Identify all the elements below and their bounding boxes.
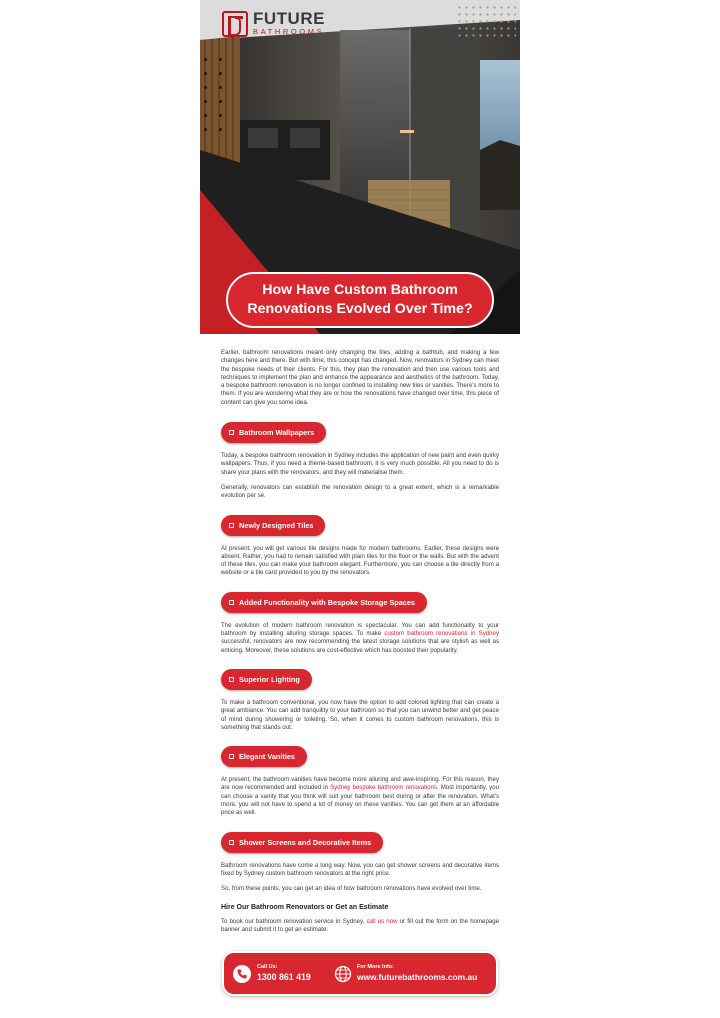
hero-banner: [200, 0, 520, 334]
brand-tagline: BATHROOMS: [253, 27, 325, 36]
bullet-icon: [229, 600, 234, 605]
web-label: For More Info:: [357, 964, 394, 970]
cta-heading: Hire Our Bathroom Renovators or Get an Estimate: [221, 903, 389, 911]
bullet-icon: [229, 523, 234, 528]
section-paragraph: The evolution of modern bathroom renovation is spectacular. You can add functionality to your bathroom by installing alluring storage spaces. To make custom bathroom renovations in Sydney successful, renovators are now recommending the latest storage solutions that are stylish as well as enticing. Moreover, these solutions are cost-effective which has boosted their popularity.: [221, 621, 499, 654]
page-title: How Have Custom Bathroom Renovations Evolved Over Time?: [226, 272, 494, 328]
section-heading-vanities: Elegant Vanities: [221, 746, 307, 767]
call-label: Call Us:: [257, 964, 278, 970]
section-heading-storage: Added Functionality with Bespoke Storage Spaces: [221, 592, 427, 613]
section-heading-wallpapers: Bathroom Wallpapers: [221, 422, 326, 443]
section-paragraph: At present, you will get various tile designs made for modern bathrooms. Earlier, these designs were absent. Rather, you had to remain satisfied with plain tiles for the floor or the walls. But with the advent of these tiles, you can make your bathroom elegant. Furthermore, you can choose a tile directly from a website or a tile card provided to you by the renovators.: [221, 544, 499, 577]
bespoke-renovations-link[interactable]: Sydney bespoke bathroom renovations: [330, 784, 437, 792]
phone-icon: [233, 965, 251, 983]
custom-renovations-link[interactable]: custom bathroom renovations in Sydney: [384, 630, 499, 638]
section-paragraph: Today, a bespoke bathroom renovation in Sydney includes the application of new paint and even quirky wallpapers. Thus, if you need a theme-based bathroom, it is very much possible. All you need to do is share your plans with the renovators, and they will materialise them.: [221, 452, 499, 476]
article-body: [221, 344, 499, 934]
phone-number[interactable]: 1300 861 419: [257, 972, 311, 982]
section-paragraph: To make a bathroom conventional, you now have the option to add colored lighting that can create a great ambiance. You can add tranquility to your bathroom so that you can unwind better and get peace of mind during showering or toileting. So, when it comes to custom bathroom renovations, this is something that stands out.: [221, 698, 499, 731]
section-heading-tiles: Newly Designed Tiles: [221, 515, 325, 536]
section-heading-shower-screens: Shower Screens and Decorative Items: [221, 832, 383, 853]
section-paragraph: Generally, renovators can establish the renovation design to a great extent, which is a remarkable evolution per se.: [221, 483, 499, 500]
section-paragraph: At present, the bathroom vanities have become more alluring and awe-inspiring. For this reason, they are now recommended and included in Sydney bespoke bathroom renovations. Most importantly, you can choose a vanity that you think will suit your bathroom best during or after the renovation. What's more, you will not have to spend a lot of money on these vanities. You can get them at an affordable price as well.: [221, 776, 499, 817]
dot-pattern: [456, 4, 516, 40]
call-us-link[interactable]: call us now: [366, 917, 398, 925]
brand-name: FUTURE: [253, 9, 325, 28]
section-paragraph: Bathroom renovations have come a long way. Now, you can get shower screens and decorative items fixed by Sydney custom bathroom renovators at the right price.: [221, 861, 499, 877]
section-heading-lighting: Superior Lighting: [221, 669, 312, 690]
website-link[interactable]: www.futurebathrooms.com.au: [357, 972, 478, 982]
brand-logo: [222, 10, 325, 37]
contact-footer: [222, 951, 498, 996]
bullet-icon: [229, 430, 234, 435]
bullet-icon: [229, 677, 234, 682]
cta-paragraph: To book our bathroom renovation service in Sydney, call us now or fill out the form on the homepage banner and submit it to get an estimate.: [221, 917, 500, 933]
logo-mark-icon: [222, 11, 248, 37]
section-paragraph: So, from these points, you can get an idea of how bathroom renovations have evolved over time.: [221, 885, 482, 893]
infographic-sheet: [200, 0, 520, 1018]
bullet-icon: [229, 840, 234, 845]
intro-paragraph: Earlier, bathroom renovations meant only changing the tiles, adding a bathtub, and making a few changes here and there. But with time, this concept has changed. Now, renovators in Sydney can meet the bespoke needs of their clients. For this, they plan the renovation and then use various tools and techniques to implement the plan and enhance the appearance and aesthetics of the bathroom. Today, a bespoke bathroom renovation is no longer confined to installing new tiles or vanities. There's more to them. If you are wondering what they are or how the renovations have changed over time, this piece of content can give you some idea.: [221, 349, 499, 406]
bullet-icon: [229, 754, 234, 759]
globe-icon: [334, 965, 352, 983]
